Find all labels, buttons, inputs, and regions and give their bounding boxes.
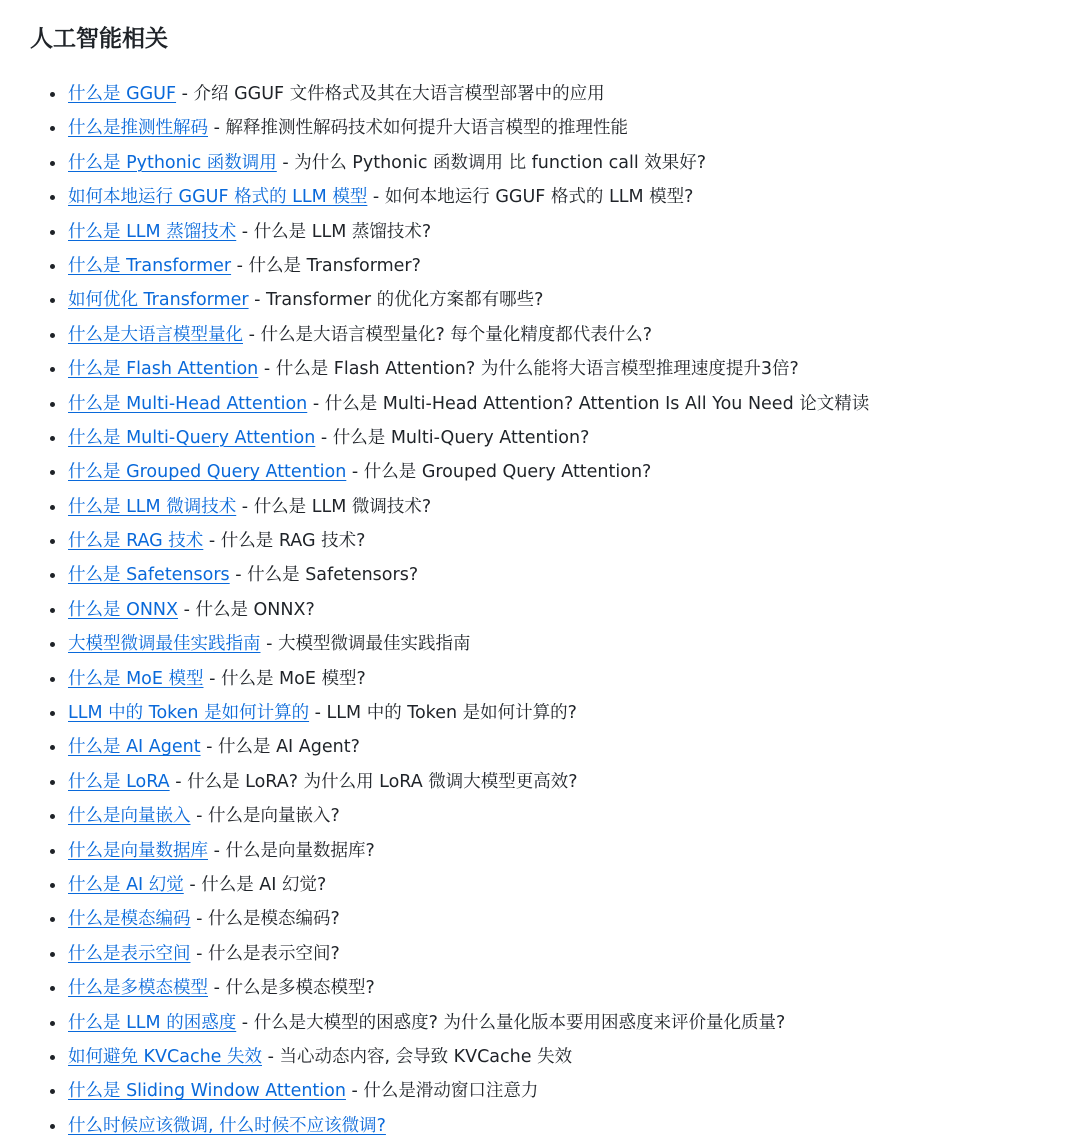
separator: - bbox=[203, 531, 221, 552]
article-link[interactable]: 什么是表示空间 bbox=[68, 943, 191, 964]
article-link[interactable]: 什么是 Grouped Query Attention bbox=[68, 462, 347, 483]
list-item bbox=[50, 1006, 1080, 1040]
bullet-icon bbox=[50, 195, 55, 200]
bullet-icon bbox=[50, 986, 55, 991]
separator: - bbox=[243, 324, 261, 345]
list-item bbox=[50, 971, 1080, 1005]
article-description: 什么是 Flash Attention? 为什么能将大语言模型推理速度提升3倍? bbox=[275, 359, 799, 380]
bullet-icon bbox=[50, 711, 55, 716]
article-description: 什么是 Safetensors? bbox=[247, 565, 419, 586]
list-item bbox=[50, 696, 1080, 730]
article-link[interactable]: 什么是 Pythonic 函数调用 bbox=[68, 152, 277, 173]
bullet-icon bbox=[50, 780, 55, 785]
list-item bbox=[50, 318, 1080, 352]
list-item bbox=[50, 421, 1080, 455]
separator: - bbox=[307, 393, 325, 414]
list-item bbox=[50, 1040, 1080, 1074]
bullet-icon bbox=[50, 402, 55, 407]
list-item bbox=[50, 249, 1080, 283]
list-item bbox=[50, 490, 1080, 524]
list-item bbox=[50, 662, 1080, 696]
article-description: 什么是 LLM 微调技术? bbox=[253, 496, 432, 517]
article-description: 当心动态内容, 会导致 KVCache 失效 bbox=[279, 1046, 573, 1067]
list-item bbox=[50, 215, 1080, 249]
bullet-icon bbox=[50, 1124, 55, 1129]
separator: - bbox=[367, 187, 385, 208]
article-link[interactable]: 什么是 LoRA bbox=[68, 771, 170, 792]
separator: - bbox=[346, 462, 364, 483]
list-item bbox=[50, 352, 1080, 386]
bullet-icon bbox=[50, 539, 55, 544]
separator: - bbox=[236, 496, 254, 517]
article-link[interactable]: 什么是 RAG 技术 bbox=[68, 531, 204, 552]
bullet-icon bbox=[50, 883, 55, 888]
separator: - bbox=[169, 771, 188, 792]
article-link[interactable]: 什么是 Transformer bbox=[68, 255, 232, 276]
article-description: 为什么 Pythonic 函数调用 比 function call 效果好? bbox=[294, 152, 707, 173]
separator: - bbox=[236, 221, 254, 242]
list-item bbox=[50, 627, 1080, 661]
separator: - bbox=[208, 118, 226, 139]
bullet-icon bbox=[50, 505, 55, 510]
bullet-icon bbox=[50, 333, 55, 338]
article-description: 什么是 Transformer? bbox=[248, 255, 421, 276]
bullet-icon bbox=[50, 92, 55, 97]
article-link[interactable]: 什么是 AI 幻觉 bbox=[68, 874, 184, 895]
separator: - bbox=[203, 668, 221, 689]
article-link[interactable]: 什么是 Multi-Head Attention bbox=[68, 393, 308, 414]
article-description: 什么是大语言模型量化? 每个量化精度都代表什么? bbox=[260, 324, 653, 345]
article-link[interactable]: 什么是 Flash Attention bbox=[68, 359, 259, 380]
list-item bbox=[50, 524, 1080, 558]
article-link[interactable]: 大模型微调最佳实践指南 bbox=[68, 634, 261, 655]
article-link[interactable]: 什么是 LLM 微调技术 bbox=[68, 496, 237, 517]
separator: - bbox=[248, 290, 267, 311]
bullet-icon bbox=[50, 230, 55, 235]
article-link[interactable]: 什么是 AI Agent bbox=[68, 737, 201, 758]
article-description: 什么是表示空间? bbox=[207, 943, 340, 964]
separator: - bbox=[315, 427, 333, 448]
list-item bbox=[50, 283, 1080, 317]
article-description: 什么是 ONNX? bbox=[195, 599, 315, 620]
article-description: 什么是多模态模型? bbox=[225, 978, 375, 999]
article-link[interactable]: LLM 中的 Token 是如何计算的 bbox=[68, 703, 310, 724]
list-item bbox=[50, 765, 1080, 799]
bullet-icon bbox=[50, 573, 55, 578]
separator: - bbox=[276, 152, 295, 173]
separator: - bbox=[309, 703, 327, 724]
separator: - bbox=[262, 1046, 280, 1067]
list-item bbox=[50, 799, 1080, 833]
bullet-icon bbox=[50, 436, 55, 441]
bullet-icon bbox=[50, 1021, 55, 1026]
bullet-icon bbox=[50, 1089, 55, 1094]
article-description: 什么是 LoRA? 为什么用 LoRA 微调大模型更高效? bbox=[187, 771, 578, 792]
separator: - bbox=[183, 874, 202, 895]
article-link[interactable]: 什么是 MoE 模型 bbox=[68, 668, 204, 689]
list-item bbox=[50, 834, 1080, 868]
separator: - bbox=[200, 737, 219, 758]
separator: - bbox=[176, 84, 194, 104]
article-description: 什么是 MoE 模型? bbox=[220, 668, 366, 689]
article-description: 什么是向量嵌入? bbox=[207, 806, 340, 827]
bullet-icon bbox=[50, 814, 55, 819]
article-description: 什么是滑动窗口注意力 bbox=[363, 1081, 539, 1102]
bullet-icon bbox=[50, 917, 55, 922]
separator: - bbox=[236, 1012, 254, 1033]
article-link[interactable]: 什么是多模态模型 bbox=[68, 978, 208, 999]
article-link[interactable]: 什么是 LLM 的困惑度 bbox=[68, 1012, 237, 1033]
list-item bbox=[50, 593, 1080, 627]
article-description: 什么是 LLM 蒸馏技术? bbox=[253, 221, 432, 242]
list-item bbox=[50, 111, 1080, 145]
list-item bbox=[50, 868, 1080, 902]
article-description: 什么是 AI Agent? bbox=[218, 737, 360, 758]
article-description: Transformer 的优化方案都有哪些? bbox=[266, 290, 544, 311]
article-description: 什么是 RAG 技术? bbox=[220, 531, 366, 552]
list-item bbox=[50, 455, 1080, 489]
list-item bbox=[50, 1074, 1080, 1108]
article-link[interactable]: 什么是向量数据库 bbox=[68, 840, 208, 861]
article-link[interactable]: 什么时候应该微调, 什么时候不应该微调? bbox=[68, 1115, 386, 1136]
separator: - bbox=[208, 978, 226, 999]
article-link[interactable]: 什么是 Multi-Query Attention bbox=[68, 427, 316, 448]
article-description: 如何本地运行 GGUF 格式的 LLM 模型? bbox=[384, 187, 694, 208]
article-link[interactable]: 什么是 GGUF bbox=[68, 84, 177, 104]
bullet-icon bbox=[50, 367, 55, 372]
list-item bbox=[50, 937, 1080, 971]
article-link[interactable]: 如何本地运行 GGUF 格式的 LLM 模型 bbox=[68, 187, 368, 208]
article-description: 介绍 GGUF 文件格式及其在大语言模型部署中的应用 bbox=[193, 84, 605, 104]
separator: - bbox=[260, 634, 278, 655]
separator: - bbox=[190, 943, 208, 964]
article-description: 什么是模态编码? bbox=[207, 909, 340, 930]
list-item bbox=[50, 146, 1080, 180]
article-link[interactable]: 如何优化 Transformer bbox=[68, 290, 249, 311]
separator: - bbox=[258, 359, 276, 380]
article-list bbox=[30, 77, 1080, 1143]
article-description: 什么是大模型的困惑度? 为什么量化版本要用困惑度来评价量化质量? bbox=[253, 1012, 786, 1033]
article-link[interactable]: 什么是 ONNX bbox=[68, 599, 179, 620]
section-title: 人工智能相关 bbox=[30, 26, 168, 52]
article-link[interactable]: 什么是模态编码 bbox=[68, 909, 191, 930]
list-item bbox=[50, 180, 1080, 214]
list-item bbox=[50, 387, 1080, 421]
article-link[interactable]: 什么是 LLM 蒸馏技术 bbox=[68, 221, 237, 242]
separator: - bbox=[208, 840, 226, 861]
article-description: 什么是 AI 幻觉? bbox=[201, 874, 327, 895]
article-link[interactable]: 什么是向量嵌入 bbox=[68, 806, 191, 827]
article-link[interactable]: 什么是大语言模型量化 bbox=[68, 324, 243, 345]
bullet-icon bbox=[50, 298, 55, 303]
separator: - bbox=[345, 1081, 364, 1102]
separator: - bbox=[229, 565, 248, 586]
bullet-icon bbox=[50, 126, 55, 131]
article-link[interactable]: 什么是 Sliding Window Attention bbox=[68, 1081, 346, 1102]
bullet-icon bbox=[50, 470, 55, 475]
separator: - bbox=[178, 599, 196, 620]
list-item bbox=[50, 77, 1080, 111]
bullet-icon bbox=[50, 1055, 55, 1060]
separator: - bbox=[231, 255, 249, 276]
bullet-icon bbox=[50, 161, 55, 166]
separator: - bbox=[190, 806, 208, 827]
list-item bbox=[50, 558, 1080, 592]
article-description: 什么是 Multi-Head Attention? Attention Is All You Need 论文精读 bbox=[324, 393, 870, 414]
bullet-icon bbox=[50, 642, 55, 647]
article-description: 解释推测性解码技术如何提升大语言模型的推理性能 bbox=[225, 118, 628, 139]
article-description: 大模型微调最佳实践指南 bbox=[277, 634, 471, 655]
list-item bbox=[50, 1109, 1080, 1143]
article-description: 什么是 Multi-Query Attention? bbox=[332, 427, 590, 448]
separator: - bbox=[190, 909, 208, 930]
list-item bbox=[50, 902, 1080, 936]
article-link[interactable]: 什么是 Safetensors bbox=[68, 565, 230, 586]
bullet-icon bbox=[50, 952, 55, 957]
bullet-icon bbox=[50, 849, 55, 854]
article-description: 什么是向量数据库? bbox=[225, 840, 375, 861]
article-link[interactable]: 如何避免 KVCache 失效 bbox=[68, 1046, 262, 1067]
bullet-icon bbox=[50, 677, 55, 682]
list-item bbox=[50, 730, 1080, 764]
bullet-icon bbox=[50, 264, 55, 269]
article-link[interactable]: 什么是推测性解码 bbox=[68, 118, 208, 139]
article-description: 什么是 Grouped Query Attention? bbox=[363, 462, 652, 483]
bullet-icon bbox=[50, 608, 55, 613]
bullet-icon bbox=[50, 745, 55, 750]
article-description: LLM 中的 Token 是如何计算的? bbox=[326, 703, 577, 724]
